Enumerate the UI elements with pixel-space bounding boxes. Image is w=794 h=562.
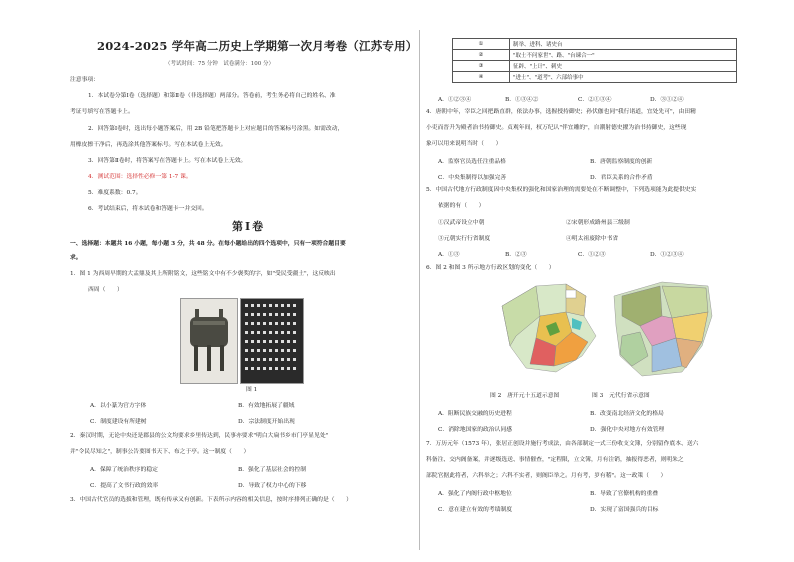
option-c[interactable]: C．意在建立有效的考绩制度 <box>438 507 512 513</box>
notice-item: 3．回答第Ⅱ卷时，将答案写在答题卡上。写在本试卷上无效。 <box>88 158 247 164</box>
tang-map-image <box>496 276 606 384</box>
option-c[interactable]: C．消除地国家的政治认同感 <box>438 427 512 433</box>
column-divider <box>419 30 420 550</box>
option-a[interactable]: A．阻断民族交融的历史进程 <box>438 411 512 417</box>
notice-item-range: 4．测试范围：选择性必修一第 1-7 课。 <box>88 174 192 180</box>
notice-item: 5．难度系数：0.7。 <box>88 190 142 196</box>
yuan-map-image <box>612 276 716 384</box>
page-title: 2024-2025 学年高二历史上学期第一次月考卷（江苏专用） <box>97 39 418 53</box>
option-d[interactable]: D．君臣关系的合作矛盾 <box>590 175 653 181</box>
question-7-stem: 科备注、交内阁备案，并逐级选送、事情催查，"定程限，立文簿，月有注销，抽报得恶者，则明朱之 <box>426 457 684 463</box>
notice-item: 1．本试卷分第Ⅰ卷（选择题）和第Ⅱ卷（非选择题）两部分。答卷前，考生务必将自己的姓名、准 <box>88 93 336 99</box>
option-b[interactable]: B．唐朝监察制度的创新 <box>590 159 653 165</box>
inscription-rubbing-image <box>240 298 304 384</box>
question-4-stem: 4．唐朝中年，宰臣之回把路直群，依法办事，选握授持御史；孙伏伽也同"我行诸道，宜处先可"，由田精 <box>426 109 696 115</box>
table-row: ① 制举、进科、诸史台 <box>453 39 737 50</box>
question-4-stem: 象可以用来说明当时（ ） <box>426 141 502 147</box>
option-a[interactable]: A．强化了内阁行政中枢地位 <box>438 491 512 497</box>
table-row: ④ "进士"、"道考"、六部给事中 <box>453 72 737 83</box>
option-d[interactable]: D．③①②④ <box>650 97 684 103</box>
option-b[interactable]: B．强化了基层社会的控制 <box>238 467 307 473</box>
question-4-stem: 小吏而晋升为殿者治书持御史。贞观年间，权万纪认"伴宜雕的"，自潮射德史擢为治书持御史，这些现 <box>426 125 687 131</box>
notice-item: 2．回答第Ⅰ卷时，选出每小题答案后，用 2B 铅笔把答题卡上对应题目的答案标号涂黑。如需改动， <box>88 126 344 132</box>
option-b[interactable]: B．②③ <box>505 252 527 258</box>
question-3-table <box>452 38 737 83</box>
option-d[interactable]: D．①②③④ <box>650 252 684 258</box>
option-b[interactable]: B．导致了官僚机构的重叠 <box>590 491 659 497</box>
figure-1-caption: 图 1 <box>246 387 258 393</box>
option-c[interactable]: C．提高了文书行政的效率 <box>90 483 159 489</box>
option-c[interactable]: C．中央集制得以加强完善 <box>438 175 507 181</box>
table-row: ③ 征辟、"上计"、刺史 <box>453 61 737 72</box>
option-c[interactable]: C．制度建设有所建树 <box>90 419 147 425</box>
question-6-stem: 6．图 2 和图 3 所示地方行政区划的变化（ ） <box>426 265 555 271</box>
figure-2-caption: 图 2 唐开元十五道示意图 <box>490 393 560 399</box>
question-5-stem: 5．中国古代地方行政制度因中央集权的强化和国家治理的需要处在不断调整中，下列选项能为此提供史实 <box>426 187 697 193</box>
option-b[interactable]: B．有效地拓展了疆域 <box>238 403 295 409</box>
notice-item: 考证号填写在答题卡上。 <box>70 109 134 115</box>
option-d[interactable]: D．宗法制度开始出现 <box>238 419 295 425</box>
question-2-stem: 并"令民尽知之"，制事公告要图书天下、布之于亭。这一制度（ ） <box>70 449 250 455</box>
option-a[interactable]: A．①②③④ <box>438 97 472 103</box>
question-2-stem: 2．秦汉时期，无论中央还是郡县的公文均要求乡里传达到，民事亦要求"明白大扁书乡市门亭显见处" <box>70 433 329 439</box>
notice-heading: 注意事项： <box>70 77 99 83</box>
section-instruction: 一、选择题：本题共 16 小题，每小题 3 分，共 48 分。在每小题给出的四个选项中，只有一项符合题目要 <box>70 241 346 247</box>
option-c[interactable]: C．②①③④ <box>578 97 612 103</box>
notice-item: 6．考试结束后，将本试卷和答题卡一并交回。 <box>88 206 208 212</box>
statement-item: ①汉武帝设立中朝 <box>438 220 485 226</box>
exam-meta: （考试时间：75 分钟 试卷满分：100 分） <box>165 61 274 67</box>
question-3-stem: 3．中国古代官员的选拔和管理，既有传承又有创新。下表所示内容的相关信息，按时序排列正确的是（ ） <box>70 497 352 503</box>
option-a[interactable]: A．以小篆为官方字体 <box>90 403 147 409</box>
question-7-stem: 7．万历元年（1573 年），张居正创设并施行考成法，由各部制定一式三份收支文簿，分别留作底本、送六 <box>426 441 699 447</box>
notice-item: 用橡皮擦干净后，再选涂其他答案标号。写在本试卷上无效。 <box>70 142 227 148</box>
option-a[interactable]: A．①③ <box>438 252 460 258</box>
statement-item: ②宋朝形成路州县三级制 <box>566 220 630 226</box>
question-1-stem: 西周（ ） <box>88 287 123 293</box>
option-d[interactable]: D．强化中央对地方有效管理 <box>590 427 665 433</box>
figure-3-caption: 图 3 元代行省示意图 <box>592 393 650 399</box>
option-b[interactable]: B．改变南北经济文化的格局 <box>590 411 664 417</box>
table-row: ② "取士不问家世"、路、"台谏合一" <box>453 50 737 61</box>
question-5-stem: 依据的有（ ） <box>438 203 485 209</box>
option-d[interactable]: D．导致了权力中心的下移 <box>238 483 307 489</box>
option-b[interactable]: B．①③④② <box>505 97 539 103</box>
ding-vessel-image <box>180 298 238 384</box>
option-a[interactable]: A．保障了统治秩序的稳定 <box>90 467 158 473</box>
question-7-stem: 部院官据此将者，六科举之；六科不实者，则阁臣举之。月有考，岁有稽"。这一政策（ ） <box>426 473 667 479</box>
question-1-stem: 1．图 1 为西周早期的大盂鼎及其上所附铭文，这些铭文中有不少褒奖的字，如"受民受疆土"，这反映出 <box>70 271 336 277</box>
option-c[interactable]: C．①②③ <box>578 252 606 258</box>
option-d[interactable]: D．实现了富国强兵的目标 <box>590 507 659 513</box>
section-title: 第Ⅰ卷 <box>232 220 266 233</box>
section-instruction: 求。 <box>70 255 82 261</box>
statement-item: ③元朝实行行省制度 <box>438 236 491 242</box>
option-a[interactable]: A．监察官员选任注重品格 <box>438 159 506 165</box>
statement-item: ④明太祖废除中书省 <box>566 236 619 242</box>
